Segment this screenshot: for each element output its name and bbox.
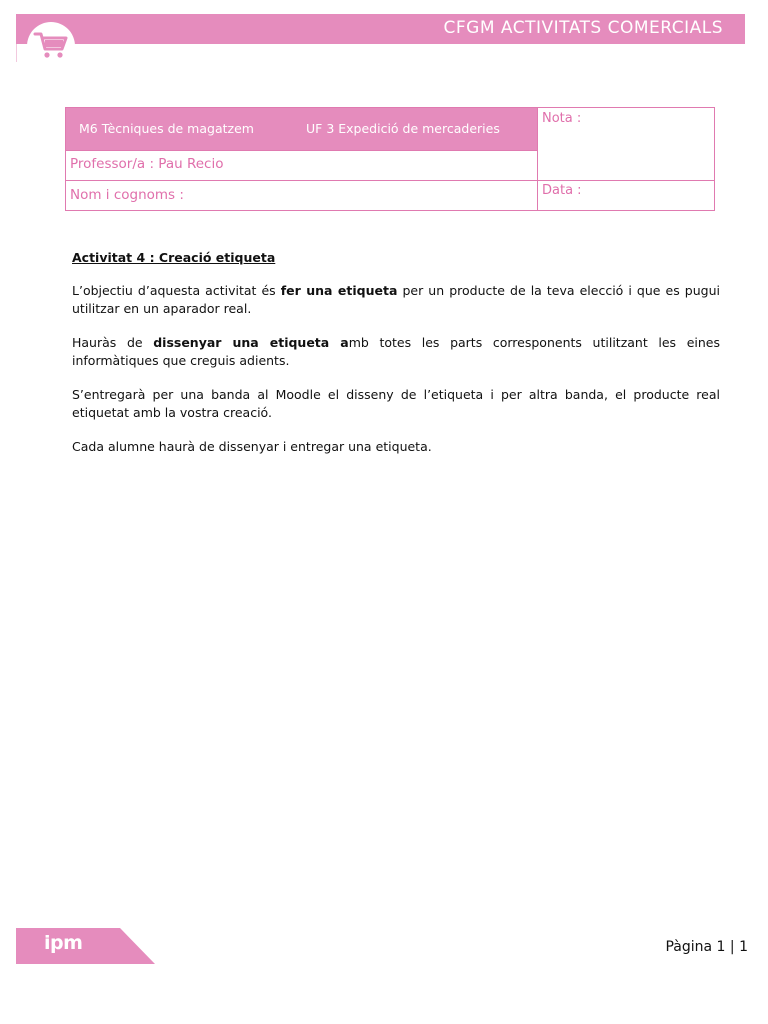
- paragraph-objective: [72, 282, 720, 318]
- page-number: Pàgina 1 | 1: [665, 939, 748, 955]
- module-cell: [66, 108, 537, 150]
- student-name-label: Nom i cognoms :: [70, 187, 184, 203]
- footer-tab-shape: [16, 928, 155, 964]
- table-divider: [537, 108, 538, 210]
- teacher-label: Professor/a : Pau Recio: [70, 156, 224, 172]
- shopping-cart-icon: [33, 30, 69, 60]
- text-run: mb totes les parts corresponents utilitzant les eines informàtiques que creguis adients.: [72, 335, 720, 368]
- emphasis-text: dissenyar una etiqueta a: [153, 335, 349, 350]
- info-table: [65, 107, 715, 211]
- paragraph-delivery: S’entregarà per una banda al Moodle el disseny de l’etiqueta i per altra banda, el producte real etiquetat amb la vostra creació.: [72, 387, 720, 420]
- paragraph-design: [72, 334, 720, 370]
- activity-content: [72, 249, 720, 472]
- text-run: Hauràs de: [72, 335, 154, 350]
- footer-tab: [16, 928, 155, 964]
- paragraph-requirement: Cada alumne haurà de dissenyar i entregar una etiqueta.: [72, 439, 432, 454]
- logo-badge: [27, 22, 75, 66]
- header-band: [16, 14, 745, 44]
- text-run: L’objectiu d’aquesta activitat és: [72, 283, 281, 298]
- institution-logo: ipm: [44, 932, 83, 954]
- emphasis-text: fer una etiqueta: [280, 283, 398, 298]
- unit-name: UF 3 Expedició de mercaderies: [306, 121, 500, 136]
- date-label: Data :: [542, 183, 582, 198]
- text-run: per un producte de la teva elecció i que es pugui utilitzar en un aparador real.: [72, 283, 720, 316]
- table-divider: [66, 150, 537, 151]
- module-name: M6 Tècniques de magatzem: [79, 121, 254, 136]
- activity-title: Activitat 4 : Creació etiqueta: [72, 250, 276, 265]
- header-title: CFGM ACTIVITATS COMERCIALS: [443, 18, 723, 38]
- grade-label: Nota :: [542, 111, 582, 126]
- table-divider: [66, 180, 714, 181]
- header-divider: [16, 44, 17, 62]
